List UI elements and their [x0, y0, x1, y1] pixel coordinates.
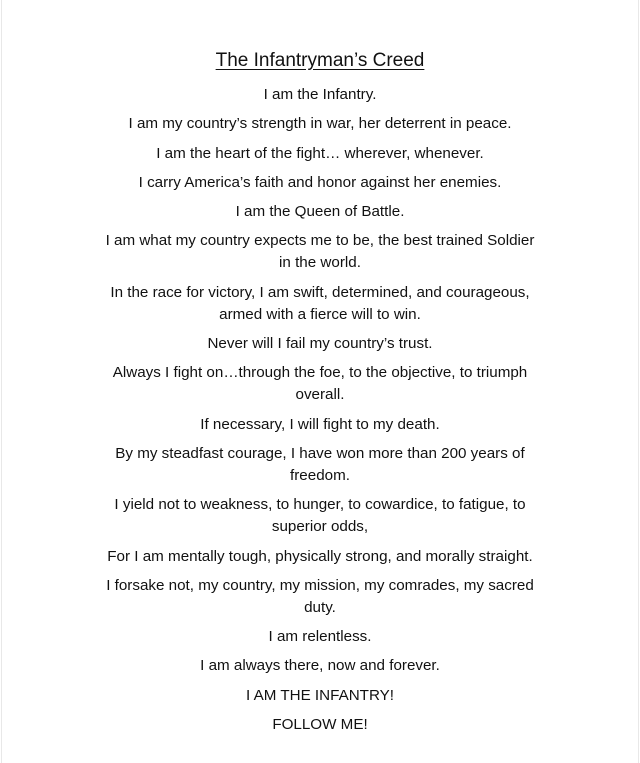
- creed-paragraph: [2, 282, 638, 326]
- creed-paragraph: [2, 84, 638, 106]
- creed-line: I am what my country expects me to be, the best trained Soldier: [105, 232, 535, 250]
- creed-line: FOLLOW ME!: [272, 716, 368, 734]
- creed-line: I am my country’s strength in war, her deterrent in peace.: [128, 115, 512, 133]
- creed-line: Always I fight on…through the foe, to the objective, to triumph: [112, 364, 528, 382]
- creed-line: For I am mentally tough, physically strong, and morally straight.: [107, 547, 533, 565]
- creed-line: By my steadfast courage, I have won more than 200 years of: [115, 444, 525, 462]
- creed-paragraph: [2, 414, 638, 436]
- creed-paragraph: [2, 443, 638, 487]
- creed-paragraph: [2, 546, 638, 568]
- creed-line: I am always there, now and forever.: [200, 657, 440, 675]
- creed-line: I forsake not, my country, my mission, my comrades, my sacred: [106, 576, 534, 594]
- document-page: [1, 0, 639, 763]
- creed-paragraph: [2, 714, 638, 736]
- creed-paragraph: [2, 333, 638, 355]
- creed-line: I am the Queen of Battle.: [235, 203, 405, 221]
- creed-paragraph: [2, 685, 638, 707]
- creed-line: Never will I fail my country’s trust.: [207, 335, 433, 353]
- creed-paragraph: [2, 201, 638, 223]
- creed-paragraph: [2, 626, 638, 648]
- creed-line: superior odds,: [271, 518, 369, 536]
- creed-line: If necessary, I will fight to my death.: [200, 415, 440, 433]
- creed-line: overall.: [295, 386, 345, 404]
- creed-paragraph: [2, 655, 638, 677]
- creed-line: duty.: [304, 598, 336, 616]
- creed-line: freedom.: [290, 466, 350, 484]
- creed-paragraph: [2, 575, 638, 619]
- creed-line: armed with a fierce will to win.: [219, 305, 421, 323]
- creed-line: I carry America’s faith and honor against her enemies.: [138, 173, 502, 191]
- creed-paragraph: [2, 362, 638, 406]
- creed-paragraph: [2, 172, 638, 194]
- creed-paragraph: [2, 230, 638, 274]
- creed-line: I yield not to weakness, to hunger, to cowardice, to fatigue, to: [114, 496, 526, 514]
- creed-line: I am relentless.: [268, 628, 372, 646]
- creed-line: in the world.: [279, 254, 361, 272]
- creed-line: I AM THE INFANTRY!: [246, 686, 394, 704]
- creed-paragraph: [2, 113, 638, 135]
- creed-paragraph: [2, 143, 638, 165]
- document-title: The Infantryman’s Creed: [215, 50, 425, 71]
- creed-paragraph: [2, 494, 638, 538]
- creed-line: I am the Infantry.: [263, 86, 377, 103]
- creed-line: I am the heart of the fight… wherever, whenever.: [156, 144, 484, 162]
- creed-body: [2, 84, 638, 743]
- creed-line: In the race for victory, I am swift, determined, and courageous,: [110, 283, 530, 301]
